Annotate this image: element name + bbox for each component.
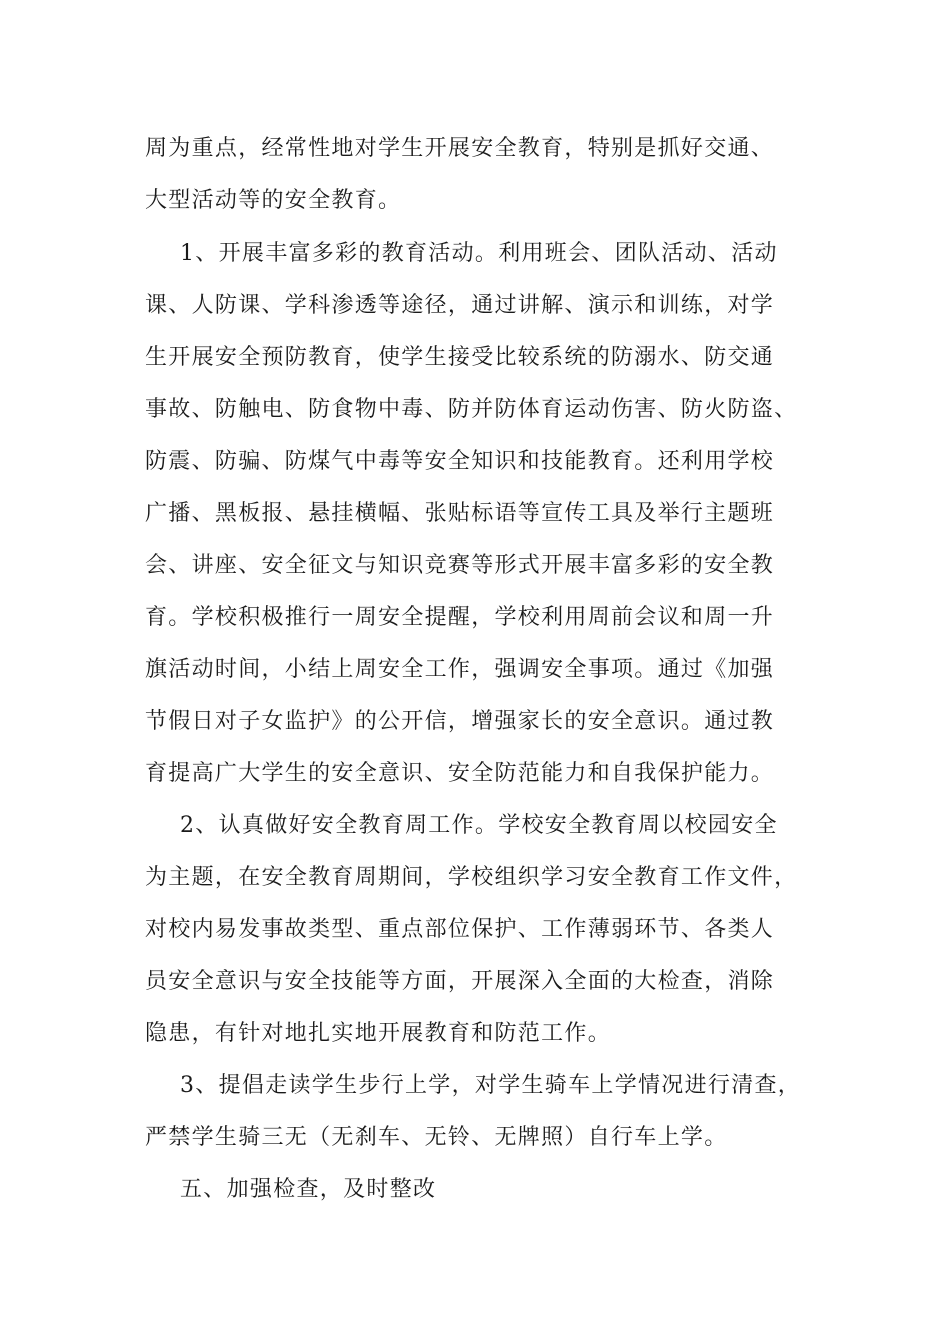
paragraph-1-start: 1、开展丰富多彩的教育活动。利用班会、团队活动、活动 [180,241,778,266]
text-line: 生开展安全预防教育，使学生接受比较系统的防溺水、防交通 [145,345,775,370]
paragraph-3-start: 3、提倡走读学生步行上学，对学生骑车上学情况进行清查， [180,1073,802,1098]
text-line: 广播、黑板报、悬挂横幅、张贴标语等宣传工具及举行主题班 [145,501,775,526]
section-heading: 五、加强检查，及时整改 [180,1177,437,1202]
text-line: 大型活动等的安全教育。 [145,188,402,213]
paragraph-2-start: 2、认真做好安全教育周工作。学校安全教育周以校园安全 [180,813,778,838]
text-line: 周为重点，经常性地对学生开展安全教育，特别是抓好交通、 [145,136,775,161]
text-line: 育。学校积极推行一周安全提醒，学校利用周前会议和周一升 [145,605,775,630]
text-line: 会、讲座、安全征文与知识竞赛等形式开展丰富多彩的安全教 [145,553,775,578]
text-line: 旗活动时间，小结上周安全工作，强调安全事项。通过《加强 [145,657,775,682]
text-line: 员安全意识与安全技能等方面，开展深入全面的大检查，消除 [145,969,775,994]
text-line: 隐患，有针对地扎实地开展教育和防范工作。 [145,1021,612,1046]
text-line: 育提高广大学生的安全意识、安全防范能力和自我保护能力。 [145,761,775,786]
text-line: 严禁学生骑三无（无刹车、无铃、无牌照）自行车上学。 [145,1125,728,1150]
text-line: 事故、防触电、防食物中毒、防并防体育运动伤害、防火防盗、 [145,397,798,422]
text-line: 节假日对子女监护》的公开信，增强家长的安全意识。通过教 [145,709,775,734]
text-line: 为主题，在安全教育周期间，学校组织学习安全教育工作文件， [145,865,798,890]
text-line: 防震、防骗、防煤气中毒等安全知识和技能教育。还利用学校 [145,449,775,474]
text-line: 对校内易发事故类型、重点部位保护、工作薄弱环节、各类人 [145,917,775,942]
text-line: 课、人防课、学科渗透等途径，通过讲解、演示和训练，对学 [145,293,775,318]
